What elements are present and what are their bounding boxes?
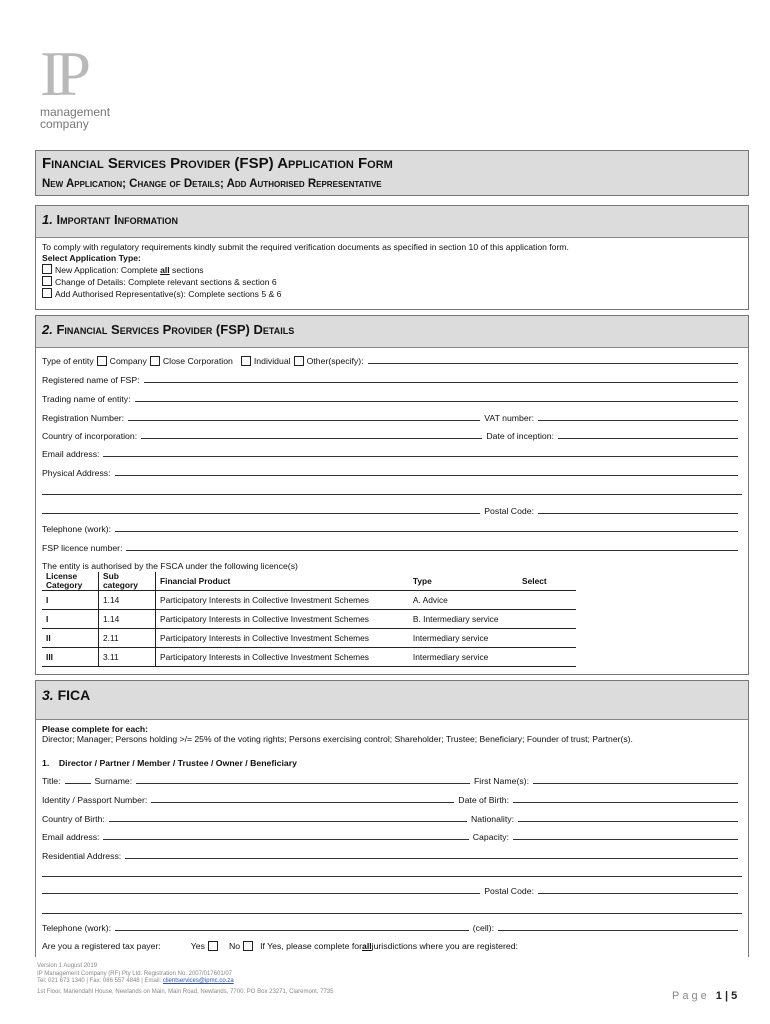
separator-line xyxy=(42,913,742,914)
option-change-details[interactable]: Change of Details: Complete relevant sections & section 6 xyxy=(42,276,742,288)
residential-address-line-2[interactable] xyxy=(42,876,742,877)
page-footer xyxy=(37,963,334,996)
physical-address-field[interactable] xyxy=(115,474,738,476)
dob-field[interactable] xyxy=(513,801,738,803)
logo-line-1: management xyxy=(40,105,111,119)
director-telephone-row: Telephone (work): (cell): xyxy=(42,921,742,933)
table-row: III 3.11 Participatory Interests in Collective Investment Schemes Intermediary service xyxy=(42,648,576,667)
form-subtitle: New Application; Change of Details; Add Authorised Representative xyxy=(42,178,382,190)
physical-address-line-3[interactable] xyxy=(42,512,480,514)
section-3-heading: 3. FICA xyxy=(36,681,748,720)
header-license-category: License Category xyxy=(42,572,99,591)
logo-line-2: company xyxy=(40,117,89,131)
header-financial-product: Financial Product xyxy=(156,572,409,591)
checkbox-other[interactable] xyxy=(294,356,304,366)
country-incorporation-field[interactable] xyxy=(141,437,482,439)
trading-name-field[interactable] xyxy=(135,400,738,402)
director-postal-row: Postal Code: xyxy=(42,884,742,896)
residential-address-field[interactable] xyxy=(125,857,738,859)
company-logo-text xyxy=(40,106,110,130)
header-sub-category: Sub category xyxy=(99,572,156,591)
complete-for-text: Director; Manager; Persons holding >/= 25% of the voting rights; Persons exercising control; Shareholder; Trustee; Beneficiary; Founder of trust; Partner(s). xyxy=(42,734,633,744)
select-cell[interactable] xyxy=(518,648,576,667)
residential-row: Residential Address: xyxy=(42,849,742,861)
other-entity-field[interactable] xyxy=(368,362,738,364)
postal-code-field[interactable] xyxy=(538,512,738,514)
cell-field[interactable] xyxy=(498,929,738,931)
select-cell[interactable] xyxy=(518,629,576,648)
checkbox-add-representative[interactable] xyxy=(42,288,52,298)
country-birth-field[interactable] xyxy=(109,820,467,822)
option-add-representative[interactable]: Add Authorised Representative(s): Complete sections 5 & 6 xyxy=(42,288,742,300)
postal-code-row: Postal Code: xyxy=(42,504,742,516)
residential-address-line-3[interactable] xyxy=(42,892,480,894)
authorised-text: The entity is authorised by the FSCA under the following licence(s) xyxy=(42,561,298,571)
birth-nationality-row: Country of Birth: Nationality: xyxy=(42,812,742,824)
company-logo-mark: IP xyxy=(40,38,85,109)
registered-name-row: Registered name of FSP: xyxy=(42,373,742,385)
footer-contact: Tel: 021 673 1340 | Fax: 086 557 4848 | Email: clientservices@ipmc.co.za xyxy=(37,978,234,984)
director-subheading: 1. Director / Partner / Member / Trustee / Owner / Beneficiary xyxy=(42,758,297,768)
table-row: II 2.11 Participatory Interests in Collective Investment Schemes Intermediary service xyxy=(42,629,576,648)
licence-table-header xyxy=(42,572,576,591)
checkbox-individual[interactable] xyxy=(241,356,251,366)
fsp-licence-field[interactable] xyxy=(126,549,738,551)
vat-number-field[interactable] xyxy=(538,419,738,421)
select-cell[interactable] xyxy=(518,610,576,629)
checkbox-change-details[interactable] xyxy=(42,276,52,286)
nationality-field[interactable] xyxy=(518,820,738,822)
header-select: Select xyxy=(518,572,576,591)
table-row: I 1.14 Participatory Interests in Collective Investment Schemes A. Advice xyxy=(42,591,576,610)
licence-table xyxy=(42,572,576,667)
capacity-field[interactable] xyxy=(513,838,738,840)
title-field[interactable] xyxy=(65,782,91,784)
trading-name-row: Trading name of entity: xyxy=(42,392,742,404)
physical-address-row: Physical Address: xyxy=(42,466,742,478)
telephone-row: Telephone (work): xyxy=(42,522,742,534)
title-surname-row: Title: Surname: First Name(s): xyxy=(42,774,742,786)
footer-version: Version 1 August 2019 xyxy=(37,963,98,969)
registration-row: Registration Number: VAT number: xyxy=(42,411,742,423)
registered-name-field[interactable] xyxy=(144,381,738,383)
section-2-heading: 2. Financial Services Provider (FSP) Details xyxy=(36,316,748,348)
footer-company: IP Management Company (RF) Pty Ltd. Registration No. 2007/017601/07 xyxy=(37,970,232,977)
director-telephone-field[interactable] xyxy=(115,929,469,931)
page-number: Page 1 | 5 xyxy=(672,990,738,1002)
email-capacity-row: Email address: Capacity: xyxy=(42,830,742,842)
telephone-field[interactable] xyxy=(115,530,738,532)
email-field[interactable] xyxy=(103,455,738,457)
section-fica xyxy=(35,680,749,957)
id-passport-field[interactable] xyxy=(151,801,454,803)
select-type-label: Select Application Type: xyxy=(42,253,141,263)
footer-email-link[interactable]: clientservices@ipmc.co.za xyxy=(162,978,234,984)
section-important-information xyxy=(35,205,749,310)
director-postal-code-field[interactable] xyxy=(538,892,738,894)
physical-address-line-2[interactable] xyxy=(42,494,742,495)
email-row: Email address: xyxy=(42,447,742,459)
registration-number-field[interactable] xyxy=(128,419,480,421)
tax-payer-row: Are you a registered tax payer: Yes No If Yes, please complete for all jurisdictions where you are registered: xyxy=(42,941,518,951)
footer-address: 1st Floor, Mariendahl House, Newlands on Main, Main Road, Newlands, 7700. PO Box 23271, Claremont, 7735 xyxy=(37,988,334,995)
checkbox-tax-yes[interactable] xyxy=(208,941,218,951)
checkbox-tax-no[interactable] xyxy=(243,941,253,951)
entity-type-row: Type of entity Company Close Corporation Individual Other(specify): xyxy=(42,354,742,366)
section-fsp-details xyxy=(35,315,749,675)
form-title: Financial Services Provider (FSP) Application Form xyxy=(42,155,393,172)
director-email-field[interactable] xyxy=(103,838,468,840)
checkbox-company[interactable] xyxy=(97,356,107,366)
header-type: Type xyxy=(409,572,518,591)
date-inception-field[interactable] xyxy=(558,437,738,439)
section-1-heading: 1. Important Information xyxy=(36,206,748,238)
table-row: I 1.14 Participatory Interests in Collective Investment Schemes B. Intermediary service xyxy=(42,610,576,629)
checkbox-close-corporation[interactable] xyxy=(150,356,160,366)
select-cell[interactable] xyxy=(518,591,576,610)
fsp-licence-row: FSP licence number: xyxy=(42,541,742,553)
complete-for-label: Please complete for each: xyxy=(42,724,149,734)
section-1-intro: To comply with regulatory requirements kindly submit the required verification documents as specified in section 10 of this application form. xyxy=(42,242,569,252)
id-dob-row: Identity / Passport Number: Date of Birth: xyxy=(42,793,742,805)
form-title-box xyxy=(35,150,749,196)
option-new-application[interactable]: New Application: Complete all sections xyxy=(42,264,742,276)
incorporation-row: Country of incorporation: Date of inception: xyxy=(42,429,742,441)
checkbox-new-application[interactable] xyxy=(42,264,52,274)
surname-field[interactable] xyxy=(136,782,470,784)
first-names-field[interactable] xyxy=(533,782,738,784)
